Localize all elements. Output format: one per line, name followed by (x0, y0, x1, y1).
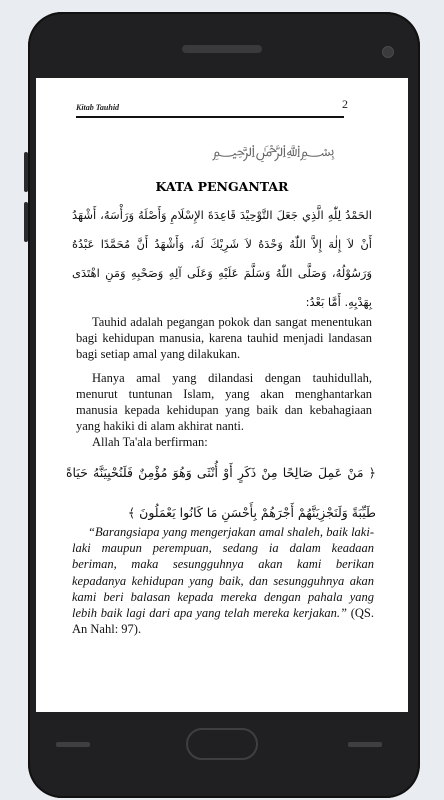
home-button[interactable] (186, 728, 258, 760)
book-page[interactable] (36, 78, 408, 712)
header-title: Kitab Tauhid (76, 103, 120, 112)
quran-verse: ﴿ مَنْ عَمِلَ صَالِحًا مِنْ ذَكَرٍ أَوْ أُنْثَى وَهُوَ مُؤْمِنٌ فَلَنُحْيِيَنَّهُ حَيَاةً طَيِّبَةً وَلَنَجْزِيَنَّهُمْ أَجْرَهُمْ بِأَحْسَنِ مَا كَانُوا يَعْمَلُونَ ﴾ (66, 465, 376, 520)
paragraph-1: Tauhid adalah pegangan pokok dan sangat menentukan bagi kehidupan manusia, karena tauhid menjadi landasan bagi setiap amal yang dilakukan. (76, 315, 372, 361)
back-button[interactable] (56, 742, 90, 747)
page-header (76, 97, 348, 118)
page-number: 2 (342, 97, 348, 111)
paragraph-3: Allah Ta'ala berfirman: (92, 435, 208, 449)
page-heading: KATA PENGANTAR (155, 179, 289, 194)
translation-reference: (QS. An Nahl: 97). (72, 606, 374, 637)
recent-apps-button[interactable] (348, 742, 382, 747)
volume-button (24, 152, 28, 192)
front-camera (382, 46, 394, 58)
verse-translation (72, 524, 374, 637)
speaker-grille (182, 45, 262, 53)
paragraph-2: Hanya amal yang dilandasi dengan tauhidullah, menurut tuntunan Islam, yang akan menghantarkan manusia kepada kehidupan yang baik dan kebahagiaan yang hakiki di alam akhirat nanti. (76, 371, 372, 433)
translation-text: “Barangsiapa yang mengerjakan amal shaleh, baik laki-laki maupun perempuan, sedang ia dalam keadaan beriman, maka sesungguhnya akan kami berikan kepadanya kehidupan yang baik, dan sesungguhnya akan kami beri balasan kepada mereka dengan pahala yang lebih baik lagi dari apa yang telah mereka kerjakan.” (72, 525, 374, 621)
arabic-opening: الحَمْدُ لِلّٰهِ الَّذِي جَعَلَ التَّوْحِيْدَ قَاعِدَةَ الإِسْلَامِ وَأَصْلَهُ وَرَأْسَهُ، أَشْهَدُ أَنْ لاَ إِلٰهَ إِلاَّ اللّٰهُ وَحْدَهُ لاَ شَرِيْكَ لَهُ، وَأَشْهَدُ أَنَّ مُحَمَّدًا عَبْدُهُ وَرَسُوْلُهُ، وَصَلَّى اللّٰهُ وَسَلَّمَ عَلَيْهِ وَعَلَى آلِهِ وَصَحْبِهِ وَمَنِ اهْتَدَى بِهَدْيِهِ. أَمَّا بَعْدُ: (72, 208, 372, 309)
volume-button (24, 202, 28, 242)
calligraphy-ornament: ﷽ (212, 143, 335, 160)
